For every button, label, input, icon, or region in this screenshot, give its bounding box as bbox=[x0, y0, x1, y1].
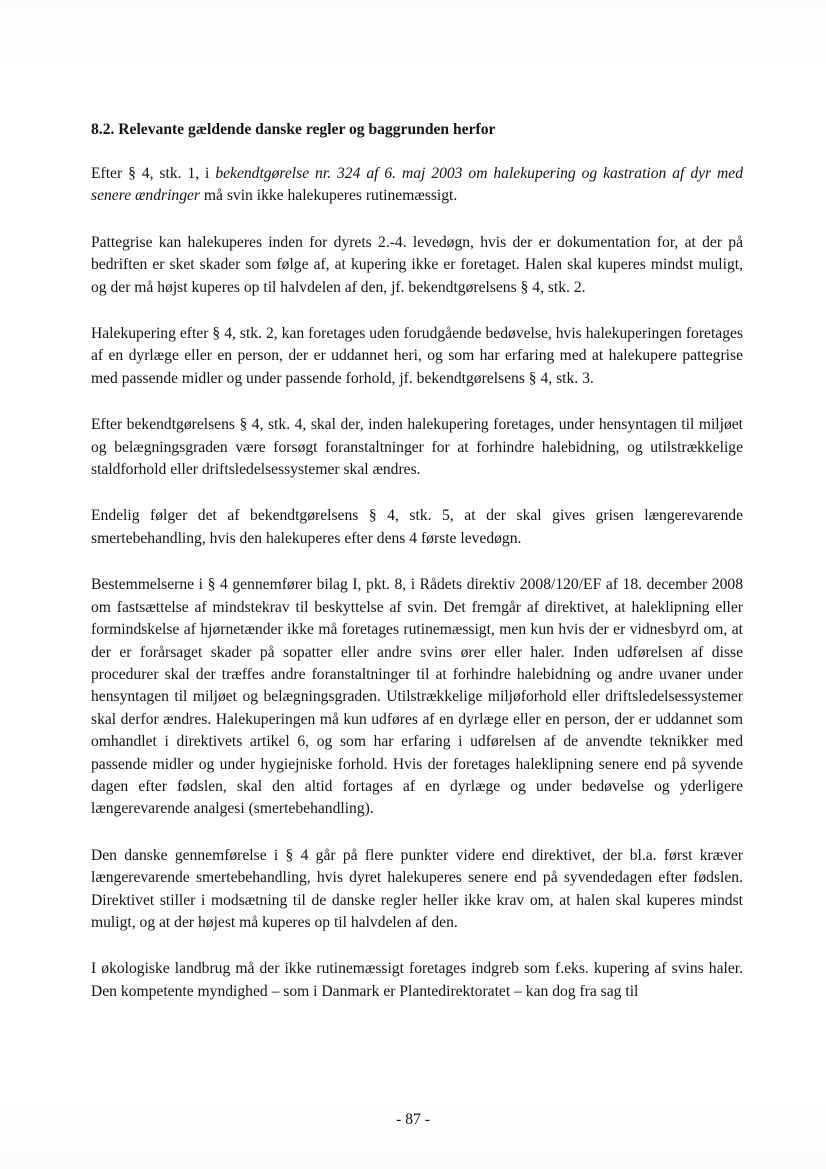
paragraph-4: Efter bekendtgørelsens § 4, stk. 4, skal der, inden halekupering foretages, under hensyntagen til miljøet og belægningsgraden være forsøgt foranstaltninger for at forhindre halebidning, og utilstrækkelige staldforhold eller driftsledelsessystemer skal ændres. bbox=[91, 416, 743, 479]
paragraph-8: I økologiske landbrug må der ikke rutinemæssigt foretages indgreb som f.eks. kupering af svins haler. Den kompetente myndighed – som i Danmark er Plantedirektoratet – kan dog fra sag til bbox=[91, 960, 743, 1000]
page-content bbox=[91, 119, 743, 1027]
paragraph-1-text-after: må svin ikke halekuperes rutinemæssigt. bbox=[200, 187, 458, 205]
page-number: - 87 - bbox=[396, 1111, 430, 1128]
paragraph-5: Endelig følger det af bekendtgørelsens § 4, stk. 5, at der skal gives grisen længerevarende smertebehandling, hvis den halekuperes efter dens 4 første levedøgn. bbox=[91, 507, 743, 547]
paragraph-6: Bestemmelserne i § 4 gennemfører bilag I, pkt. 8, i Rådets direktiv 2008/120/EF af 18. december 2008 om fastsættelse af mindstekrav til beskyttelse af svin. Det fremgår af direktivet, at haleklipning eller formindskelse af hjørnetænder ikke må foretages rutinemæssigt, men kun hvis der er vidnesbyrd om, at der er forårsaget skader på sopatter eller andre svins ører eller haler. Inden udførelsen af disse procedurer skal der træffes andre foranstaltninger til at forhindre halebidning og andre uvaner under hensyntagen til miljøet og belægningsgraden. Utilstrækkelige miljøforhold eller driftsledelsessystemer skal derfor ændres. Halekuperingen må kun udføres af en dyrlæge eller en person, der er uddannet som omhandlet i direktivets artikel 6, og som har erfaring i udførelsen af de anvendte teknikker med passende midler og under hygiejniske forhold. Hvis der foretages haleklipning senere end på syvende dagen efter fødslen, skal den altid fortages af en dyrlæge og under bedøvelse og yderligere længerevarende analgesi (smertebehandling). bbox=[91, 576, 743, 818]
paragraph-1-text-before: Efter § 4, stk. 1, i bbox=[91, 165, 216, 182]
paragraph-1-italic-title: bekendtgørelse nr. 324 af 6. maj 2003 om halekupering og kastration af dyr med senere ændringer bbox=[91, 165, 744, 205]
paragraph-3: Halekupering efter § 4, stk. 2, kan foretages uden forudgående bedøvelse, hvis halekuperingen foretages af en dyrlæge eller en person, der er uddannet heri, og som har erfaring med at halekupere pattegrise med passende midler og under passende forhold, jf. bekendtgørelsens § 4, stk. 3. bbox=[91, 325, 743, 387]
paragraph-7: Den danske gennemførelse i § 4 går på flere punkter videre end direktivet, der bl.a. først kræver længerevarende smertebehandling, hvis dyret halekuperes senere end på syvendedagen efter fødslen. Direktivet stiller i modsætning til de danske regler heller ikke krav om, at halen skal kuperes mindst muligt, og at der højest må kuperes op til halvdelen af den. bbox=[91, 846, 743, 931]
paragraph-2: Pattegrise kan halekuperes inden for dyrets 2.-4. levedøgn, hvis der er dokumentation for, at der på bedriften er sket skader som følge af, at kupering ikke er foretaget. Halen skal kuperes mindst muligt, og der må højst kuperes op til halvdelen af den, jf. bekendtgørelsens § 4, stk. 2. bbox=[91, 233, 743, 296]
section-heading: 8.2. Relevante gældende danske regler og baggrunden herfor bbox=[91, 121, 496, 138]
paragraph-1 bbox=[91, 163, 743, 208]
